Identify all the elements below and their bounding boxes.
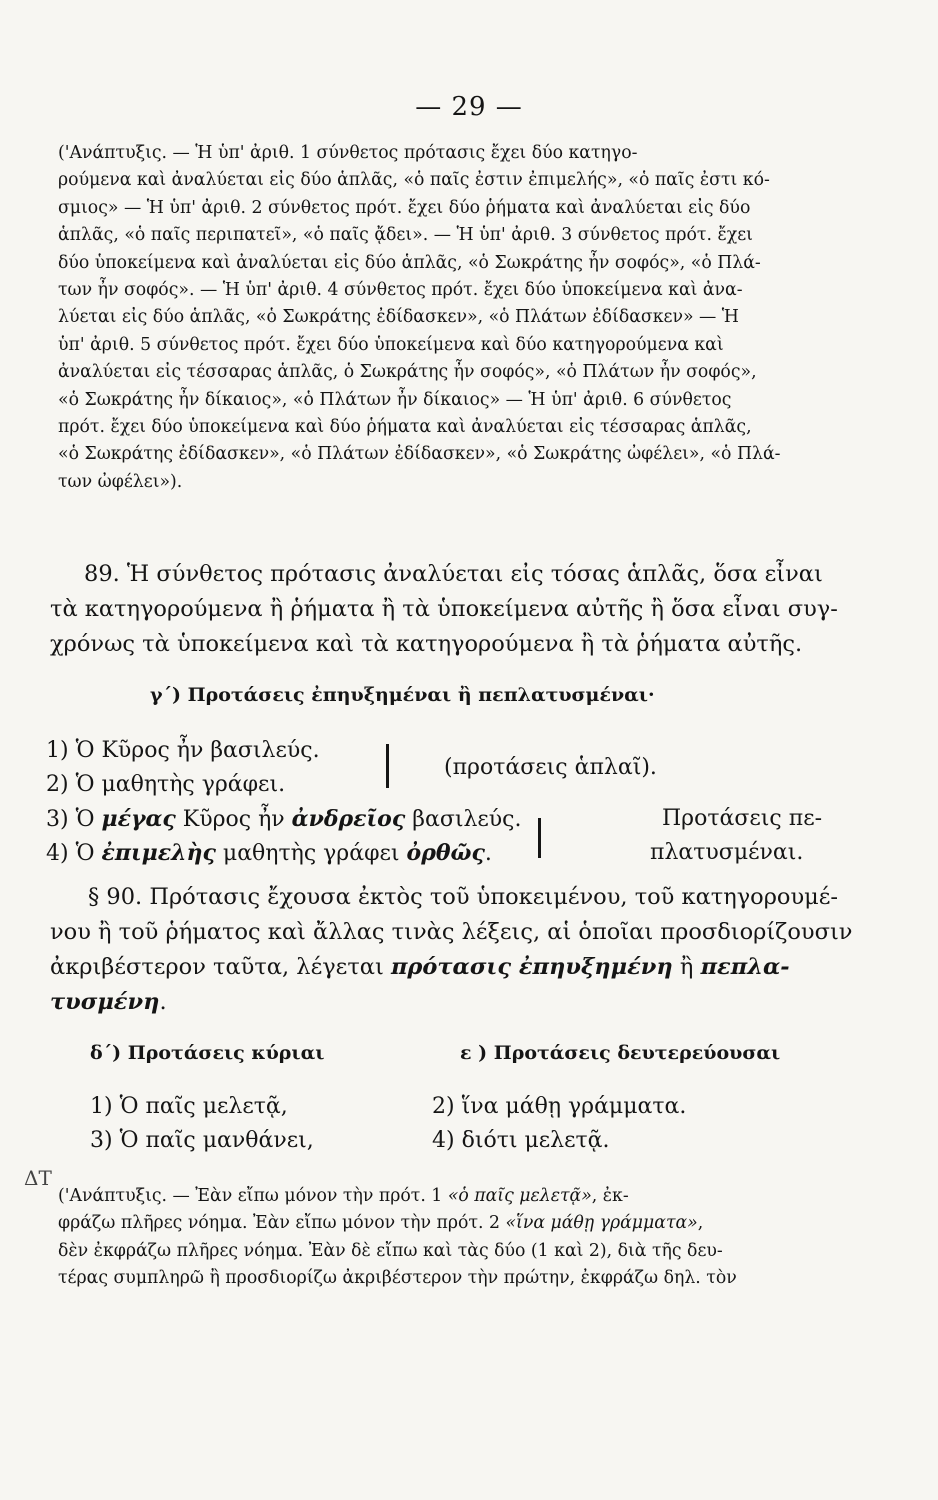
heading-epsilon: ε ) Προτάσεις δευτερεύουσαι xyxy=(460,1042,781,1064)
section-90-line: § 90. Πρότασις ἔχουσα ἐκτὸς τοῦ ὑποκειμένου, τοῦ κατηγορουμέ- xyxy=(88,884,839,910)
analysis-text: φράζω πλῆρες νόημα. Ἐὰν εἴπω μόνον τὴν πρότ. 2 xyxy=(58,1213,506,1234)
page-number: — 29 — xyxy=(415,92,523,122)
analysis-line: ὑπ' ἀριθ. 5 σύνθετος πρότ. ἔχει δύο ὑποκείμενα καὶ δύο κατηγορούμενα καὶ xyxy=(58,334,724,355)
note-extended-1: Προτάσεις πε- xyxy=(662,806,823,831)
analysis-text: , xyxy=(697,1213,704,1234)
section-90-text: ἢ xyxy=(672,954,701,980)
example-epsilon-2: 2) ἵνα μάθῃ γράμματα. xyxy=(432,1094,687,1119)
example-gamma-4 xyxy=(46,840,492,866)
term-emphasis: τυσμένη xyxy=(50,989,160,1015)
analysis-line xyxy=(58,1210,888,1237)
note-extended-2: πλατυσμέναι. xyxy=(650,840,804,865)
example-emphasis: ὀρθῶς xyxy=(406,840,485,866)
analysis-line: «ὁ Σωκράτης ἐδίδασκεν», «ὁ Πλάτων ἐδίδασκεν», «ὁ Σωκράτης ὠφέλει», «ὁ Πλά- xyxy=(58,444,781,465)
example-text: μαθητὴς γράφει xyxy=(215,841,407,866)
analysis-paragraph-2 xyxy=(58,1183,888,1293)
heading-gamma: γ΄) Προτάσεις ἐπηυξημέναι ἢ πεπλατυσμέναι· xyxy=(150,684,655,706)
section-89-line: 89. Ἡ σύνθετος πρότασις ἀναλύεται εἰς τόσας ἁπλᾶς, ὅσα εἶναι xyxy=(84,561,823,587)
example-emphasis: ἀνδρεῖος xyxy=(291,806,406,832)
example-delta-3: 3) Ὁ παῖς μανθάνει, xyxy=(90,1128,314,1153)
term-emphasis: πρότασις ἐπηυξημένη xyxy=(390,954,673,980)
section-89 xyxy=(84,557,894,592)
analysis-line: σμιος» — Ἡ ὑπ' ἀριθ. 2 σύνθετος πρότ. ἔχει δύο ῥήματα καὶ ἀναλύεται εἰς δύο xyxy=(58,197,751,218)
analysis-line: των ὠφέλει»). xyxy=(58,471,183,492)
analysis-text: , ἐκ- xyxy=(591,1186,629,1206)
section-89-cont xyxy=(50,592,890,662)
analysis-text: ('Ανάπτυξις. — Ἐὰν εἴπω μόνον τὴν πρότ. 1 xyxy=(58,1186,448,1206)
section-89-line: τὰ κατηγορούμενα ἢ ῥήματα ἢ τὰ ὑποκείμενα αὐτῆς ἢ ὅσα εἶναι συγ- xyxy=(50,596,838,622)
analysis-line: ρούμενα καὶ ἀναλύεται εἰς δύο ἁπλᾶς, «ὁ παῖς ἐστιν ἐπιμελής», «ὁ παῖς ἐστι κό- xyxy=(58,170,770,191)
margin-mark: ΔΤ xyxy=(24,1166,52,1190)
example-text: 4) Ὁ xyxy=(46,841,102,866)
analysis-line: δύο ὑποκείμενα καὶ ἀναλύεται εἰς δύο ἁπλᾶς, «ὁ Σωκράτης ἦν σοφός», «ὁ Πλά- xyxy=(58,252,761,273)
example-text: 3) Ὁ xyxy=(46,807,102,832)
analysis-line: τέρας συμπληρῶ ἢ προσδιορίζω ἀκριβέστερον τὴν πρώτην, ἐκφράζω δηλ. τὸν xyxy=(58,1268,737,1289)
analysis-line: των ἦν σοφός». — Ἡ ὑπ' ἀριθ. 4 σύνθετος πρότ. ἔχει δύο ὑποκείμενα καὶ ἀνα- xyxy=(58,280,743,301)
example-gamma-2: 2) Ὁ μαθητὴς γράφει. xyxy=(46,772,286,797)
brace-extended xyxy=(538,818,541,858)
section-90-line: νου ἢ τοῦ ῥήματος καὶ ἄλλας τινὰς λέξεις, αἱ ὁποῖαι προσδιορίζουσιν xyxy=(50,919,853,945)
brace-simple xyxy=(386,744,389,788)
example-delta-1: 1) Ὁ παῖς μελετᾷ, xyxy=(90,1094,288,1119)
analysis-line: λύεται εἰς δύο ἁπλᾶς, «ὁ Σωκράτης ἐδίδασκεν», «ὁ Πλάτων ἐδίδασκεν» — Ἡ xyxy=(58,307,739,328)
example-gamma-1: 1) Ὁ Κῦρος ἦν βασιλεύς. xyxy=(46,738,320,763)
analysis-paragraph-1 xyxy=(58,140,888,496)
section-90-text: ἀκριβέστερον ταῦτα, λέγεται xyxy=(50,954,391,980)
analysis-line: «ὁ Σωκράτης ἦν δίκαιος», «ὁ Πλάτων ἦν δίκαιος» — Ἡ ὑπ' ἀριθ. 6 σύνθετος xyxy=(58,389,732,410)
analysis-line: ἀναλύεται εἰς τέσσαρας ἁπλᾶς, ὁ Σωκράτης ἦν σοφός», «ὁ Πλάτων ἦν σοφός», xyxy=(58,362,757,383)
section-90-text: . xyxy=(159,989,167,1015)
section-90-cont xyxy=(50,915,890,1020)
example-gamma-3 xyxy=(46,806,522,832)
section-90 xyxy=(88,880,894,915)
analysis-line: δὲν ἐκφράζω πλῆρες νόημα. Ἐὰν δὲ εἴπω καὶ τὰς δύο (1 καὶ 2), διὰ τῆς δευ- xyxy=(58,1240,723,1261)
analysis-line: ἁπλᾶς, «ὁ παῖς περιπατεῖ», «ὁ παῖς ᾄδει». — Ἡ ὑπ' ἀριθ. 3 σύνθετος πρότ. ἔχει xyxy=(58,225,753,246)
section-89-line: χρόνως τὰ ὑποκείμενα καὶ τὰ κατηγορούμενα ἢ τὰ ῥήματα αὐτῆς. xyxy=(50,631,803,657)
analysis-line: πρότ. ἔχει δύο ὑποκείμενα καὶ δύο ῥήματα καὶ ἀναλύεται εἰς τέσσαρας ἁπλᾶς, xyxy=(58,417,752,438)
example-epsilon-4: 4) διότι μελετᾷ. xyxy=(432,1128,610,1153)
quote-emphasis: «ἵνα μάθῃ γράμματα» xyxy=(505,1213,698,1234)
quote-emphasis: «ὁ παῖς μελετᾷ» xyxy=(447,1186,592,1206)
note-simple: (προτάσεις ἁπλαῖ). xyxy=(444,755,657,780)
example-text: Κῦρος ἦν xyxy=(175,807,292,832)
section-90-line xyxy=(50,985,890,1020)
analysis-line: ('Ανάπτυξις. — Ἡ ὑπ' ἀριθ. 1 σύνθετος πρότασις ἔχει δύο κατηγο- xyxy=(58,143,638,163)
section-90-line xyxy=(50,950,890,985)
analysis-line xyxy=(58,1183,888,1210)
example-text: βασιλεύς. xyxy=(405,807,522,832)
example-emphasis: ἐπιμελὴς xyxy=(101,840,216,866)
example-text: . xyxy=(484,841,492,866)
example-emphasis: μέγας xyxy=(101,806,176,832)
term-emphasis: πεπλα- xyxy=(700,954,790,980)
heading-delta: δ΄) Προτάσεις κύριαι xyxy=(90,1042,325,1064)
